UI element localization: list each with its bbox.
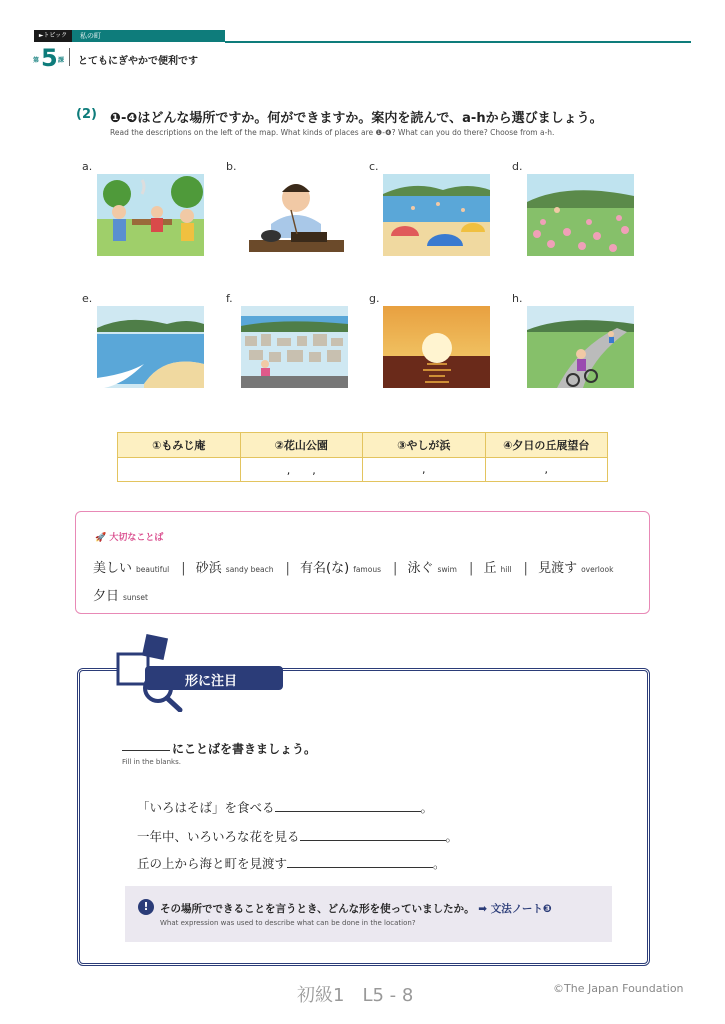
answer-header-2: ②花山公園 bbox=[240, 433, 363, 458]
question-number: (2) bbox=[76, 107, 97, 122]
lesson-suffix: 課 bbox=[58, 57, 65, 64]
vocab-row-1: 美しい beautiful | 砂浜 sandy beach | 有名(な) famous | 泳ぐ swim | 丘 hill | 見渡す overlook bbox=[93, 561, 614, 576]
lesson-prefix: 第 bbox=[33, 57, 40, 64]
sentence-2-blank[interactable] bbox=[300, 829, 446, 841]
footer-level: 初級1 L5 - 8 bbox=[297, 985, 414, 1006]
town-overlook-icon bbox=[241, 306, 348, 388]
answer-header-4: ④夕日の丘展望台 bbox=[485, 433, 608, 458]
grammar-note-link[interactable]: 文法ノート❸ bbox=[490, 903, 552, 915]
question-english: Read the descriptions on the left of the map. What kinds of places are ❶-❹? What can you do there? Choose from a-h. bbox=[110, 128, 555, 137]
crowded-beach-icon bbox=[383, 174, 490, 256]
grammar-title: 形に注目 bbox=[185, 674, 238, 689]
question-text: ❶-❹はどんな場所ですか。何ができますか。案内を読んで、a-hから選びましょう。 bbox=[110, 111, 603, 126]
eating-soba-icon bbox=[241, 174, 348, 256]
hint-text: その場所でできることを言うとき、どんな形を使っていましたか。 ➡ 文法ノート❸ bbox=[160, 903, 552, 915]
picture-label-h: h. bbox=[512, 292, 523, 305]
topic-title: 私の町 bbox=[72, 30, 225, 42]
lesson-divider bbox=[69, 48, 70, 66]
picture-label-g: g. bbox=[369, 292, 380, 305]
exclamation-icon: ! bbox=[138, 899, 154, 915]
sunset-sea-icon bbox=[383, 306, 490, 388]
footer-copyright: ©The Japan Foundation bbox=[553, 982, 684, 995]
cycling-path-icon bbox=[527, 306, 634, 388]
picture-label-b: b. bbox=[226, 160, 237, 173]
answer-header-3: ③やしが浜 bbox=[363, 433, 486, 458]
sentence-3: 丘の上から海と町を見渡す 。 bbox=[137, 856, 446, 871]
grammar-instruction-english: Fill in the blanks. bbox=[122, 758, 181, 766]
instruction-blank bbox=[122, 750, 170, 751]
answer-cell-1[interactable] bbox=[118, 458, 241, 482]
picture-label-c: c. bbox=[369, 160, 379, 173]
vocab-row-2: 夕日 sunset bbox=[93, 589, 148, 604]
picture-label-d: d. bbox=[512, 160, 523, 173]
hint-english: What expression was used to describe what can be done in the location? bbox=[160, 919, 416, 927]
vocab-heading: 🚀 大切なことば bbox=[95, 533, 164, 543]
answer-table bbox=[117, 432, 608, 482]
picture-label-e: e. bbox=[82, 292, 93, 305]
answer-cell-2[interactable]: , , bbox=[240, 458, 363, 482]
flower-field-icon bbox=[527, 174, 634, 256]
sentence-3-blank[interactable] bbox=[287, 856, 433, 868]
sentence-2: 一年中、いろいろな花を見る 。 bbox=[137, 829, 459, 844]
arrow-icon: ➡ bbox=[478, 903, 488, 915]
answer-cell-3[interactable]: , bbox=[363, 458, 486, 482]
lesson-title: とてもにぎやかで便利です bbox=[78, 56, 198, 67]
grammar-instruction: にことばを書きましょう。 bbox=[172, 742, 317, 756]
sandy-beach-icon bbox=[97, 306, 204, 388]
lesson-number: 5 bbox=[41, 44, 58, 72]
header-divider bbox=[225, 41, 691, 43]
answer-header-1: ①もみじ庵 bbox=[118, 433, 241, 458]
sentence-1-blank[interactable] bbox=[275, 800, 421, 812]
rocket-icon: 🚀 bbox=[95, 533, 107, 543]
sentence-1: 「いろはそば」を食べる 。 bbox=[137, 800, 434, 815]
picture-label-a: a. bbox=[82, 160, 93, 173]
answer-cell-4[interactable]: , bbox=[485, 458, 608, 482]
topic-tag: ►トピック bbox=[34, 30, 72, 42]
bbq-family-icon bbox=[97, 174, 204, 256]
picture-label-f: f. bbox=[226, 292, 233, 305]
